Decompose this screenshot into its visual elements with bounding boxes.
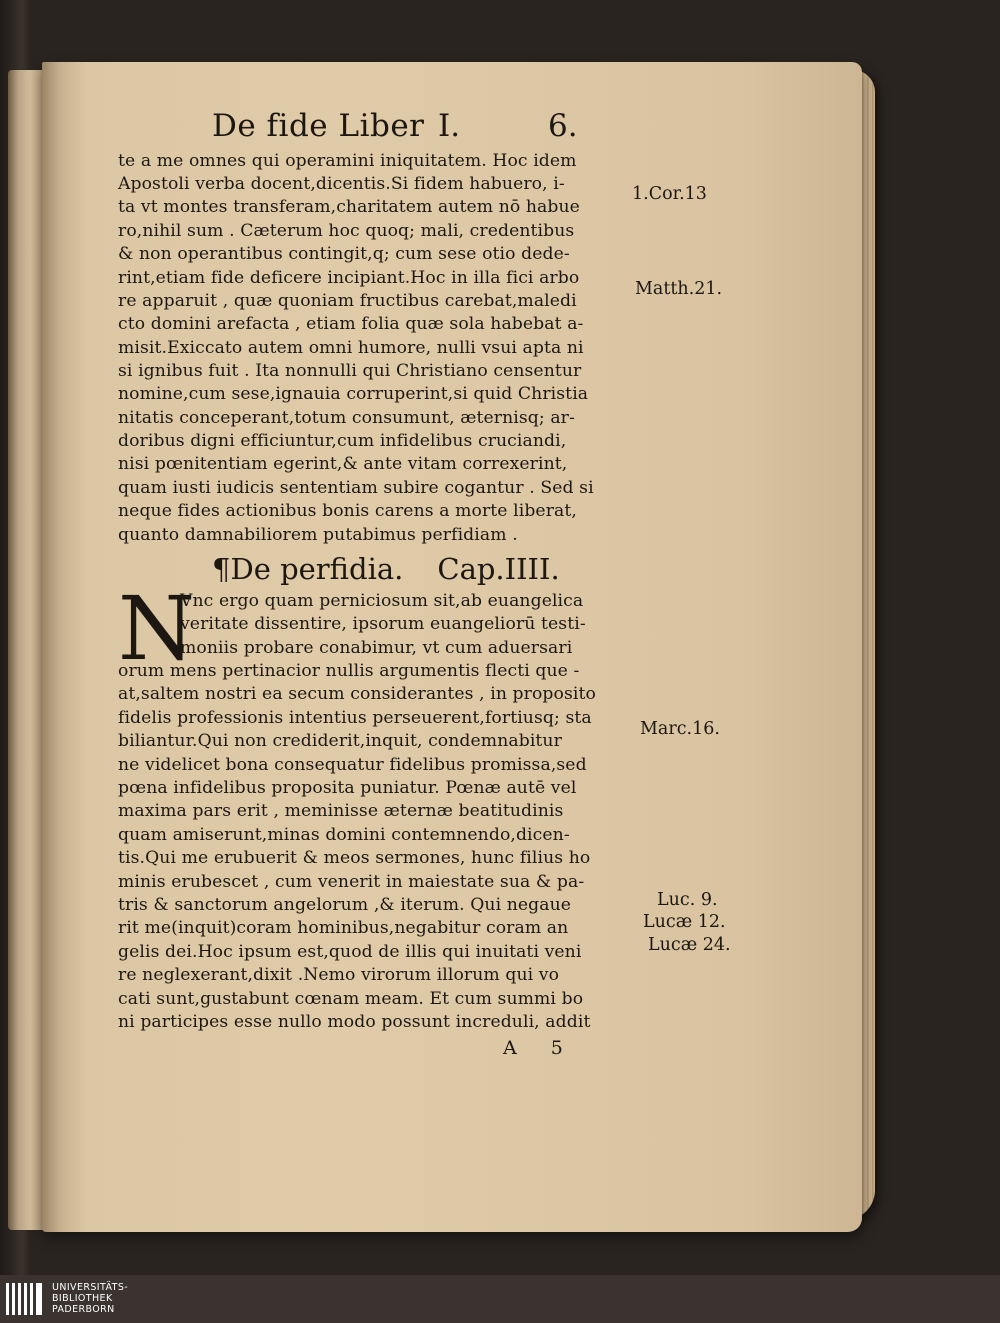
text-line: cati sunt,gustabunt cœnam meam. Et cum summi bo	[118, 989, 584, 1009]
running-head-title: De fide Liber	[212, 108, 425, 144]
library-logo-line: BIBLIOTHEK	[52, 1292, 113, 1304]
marginal-note: Lucæ 24.	[648, 935, 731, 955]
text-line: moniis probare conabimur, vt cum aduersari	[180, 638, 573, 658]
text-line: nisi pœnitentiam egerint,& ante vitam correxerint,	[118, 454, 568, 474]
drop-cap-initial: N	[118, 577, 195, 680]
library-logo-line: PADERBORN	[52, 1303, 115, 1315]
text-line: si ignibus fuit . Ita nonnulli qui Christiano censentur	[118, 361, 582, 381]
text-line: nomine,cum sese,ignauia corruperint,si quid Christia	[118, 384, 589, 404]
section-title: ¶De perfidia.	[212, 552, 404, 586]
text-line: pœna infidelibus proposita puniatur. Pœnæ autē vel	[118, 778, 577, 798]
text-line: quam iusti iudicis sententiam subire cogantur . Sed si	[118, 478, 594, 498]
text-line: & non operantibus contingit,q; cum sese otio dede-	[118, 244, 570, 264]
text-line: rint,etiam fide deficere incipiant.Hoc in illa fici arbo	[118, 268, 580, 288]
text-line: te a me omnes qui operamini iniquitatem. Hoc idem	[118, 151, 577, 171]
text-line: tris & sanctorum angelorum ,& iterum. Qui negaue	[118, 895, 572, 915]
signature-mark: A 5	[503, 1037, 577, 1059]
library-footer	[0, 1275, 1000, 1323]
text-line: ro,nihil sum . Cæterum hoc quoq; mali, credentibus	[118, 221, 575, 241]
text-line: rit me(inquit)coram hominibus,negabitur coram an	[118, 918, 569, 938]
text-line: tis.Qui me erubuerit & meos sermones, hunc filius ho	[118, 848, 591, 868]
text-line: Vnc ergo quam perniciosum sit,ab euangelica	[180, 591, 584, 611]
text-line: gelis dei.Hoc ipsum est,quod de illis qui inuitati veni	[118, 942, 582, 962]
text-line: maxima pars erit , meminisse æternæ beatitudinis	[118, 801, 564, 821]
text-line: minis erubescet , cum venerit in maiestate sua & pa-	[118, 872, 585, 892]
library-logo-icon	[6, 1283, 46, 1315]
text-line: veritate dissentire, ipsorum euangeliorū testi-	[180, 614, 586, 634]
text-line: re apparuit , quæ quoniam fructibus carebat,maledi	[118, 291, 577, 311]
text-line: at,saltem nostri ea secum considerantes , in proposito	[118, 684, 596, 704]
text-line: doribus digni efficiuntur,cum infidelibus cruciandi,	[118, 431, 567, 451]
library-logo-text	[52, 1283, 128, 1315]
running-head-book: I.	[438, 108, 461, 144]
text-line: ne videlicet bona consequatur fidelibus promissa,sed	[118, 755, 587, 775]
chapter-label: Cap.IIII.	[437, 552, 560, 586]
text-line: orum mens pertinacior nullis argumentis flecti que -	[118, 661, 580, 681]
text-line: Apostoli verba docent,dicentis.Si fidem habuero, i-	[118, 174, 565, 194]
text-line: ni participes esse nullo modo possunt increduli, addit	[118, 1012, 591, 1032]
text-line: cto domini arefacta , etiam folia quæ sola habebat a-	[118, 314, 584, 334]
library-logo-line: UNIVERSITÄTS-	[52, 1282, 129, 1293]
text-line: misit.Exiccato autem omni humore, nulli vsui apta ni	[118, 338, 584, 358]
section-heading	[212, 552, 560, 586]
text-line: quanto damnabiliorem putabimus perfidiam .	[118, 525, 518, 545]
page-number: 6.	[548, 108, 578, 144]
text-line: re neglexerant,dixit .Nemo virorum illorum qui vo	[118, 965, 560, 985]
text-line: ta vt montes transferam,charitatem autem nō habue	[118, 197, 580, 217]
running-head	[212, 108, 592, 148]
marginal-note: 1.Cor.13	[632, 184, 707, 204]
text-line: fidelis professionis intentius perseuerent,fortiusq; sta	[118, 708, 592, 728]
marginal-note: Lucæ 12.	[643, 912, 726, 932]
text-line: quam amiserunt,minas domini contemnendo,dicen-	[118, 825, 570, 845]
marginal-note: Marc.16.	[640, 719, 720, 739]
text-line: biliantur.Qui non crediderit,inquit, condemnabitur	[118, 731, 562, 751]
marginal-note: Luc. 9.	[657, 890, 718, 910]
text-line: neque fides actionibus bonis carens a morte liberat,	[118, 501, 577, 521]
marginal-note: Matth.21.	[635, 279, 723, 299]
text-line: nitatis conceperant,totum consumunt, æternisq; ar-	[118, 408, 575, 428]
